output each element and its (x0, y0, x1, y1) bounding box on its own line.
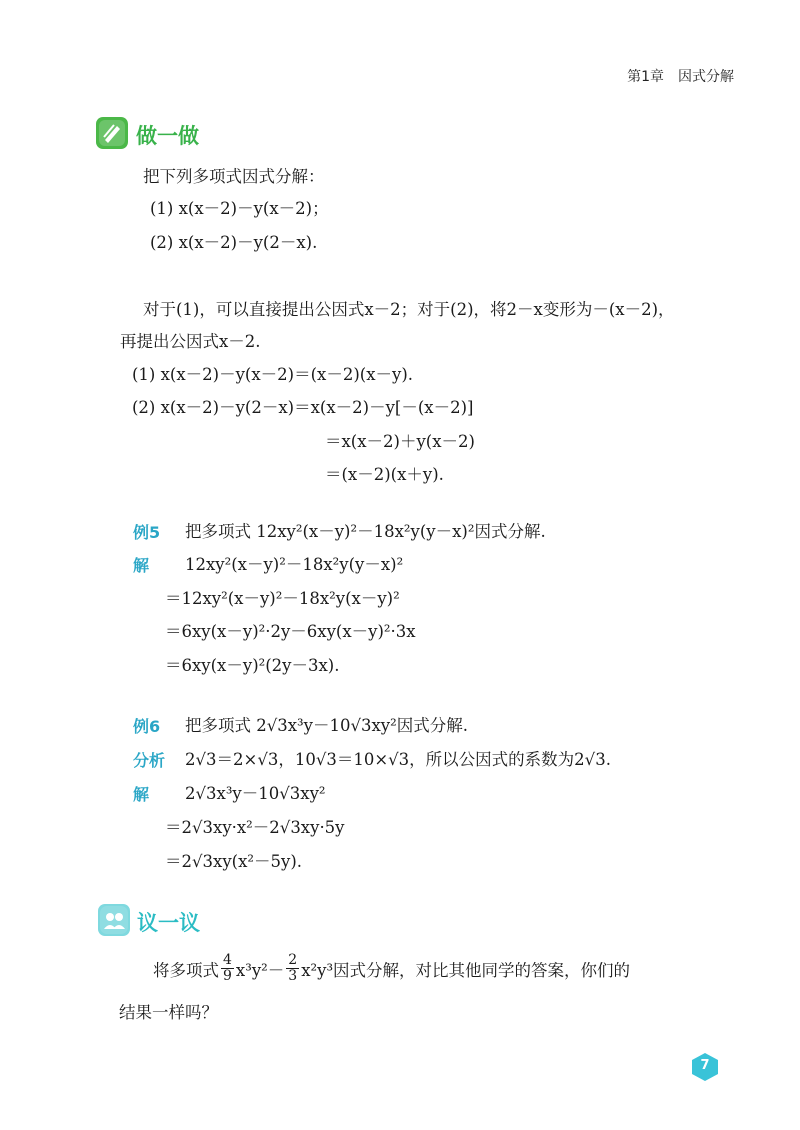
exercise-item-2: (2) x(x－2)－y(2－x). (150, 233, 318, 252)
example-5-step-2: ＝12xy²(x－y)²－18x²y(x－y)² (165, 589, 400, 608)
example-6-step-3: ＝2√3xy(x²－5y). (165, 852, 302, 871)
page-number: 7 (700, 1058, 710, 1073)
example-6-step-1: 2√3x³y－10√3xy² (185, 784, 326, 803)
chapter-label: 第1章 (627, 69, 664, 85)
discussion-line-2: 结果一样吗？ (119, 1003, 218, 1022)
explanation-para-1: 对于(1)，可以直接提出公因式x－2；对于(2)，将2－x变形为－(x－2)， (143, 300, 675, 319)
example-6-solution-label: 解 (133, 785, 150, 804)
example-5-text: 把多项式 12xy²(x－y)²－18x²y(y－x)²因式分解. (185, 522, 546, 541)
example-5-label: 例5 (133, 523, 161, 542)
exercise-item-1: (1) x(x－2)－y(x－2)； (150, 199, 329, 218)
example-5-step-3: ＝6xy(x－y)²·2y－6xy(x－y)²·3x (165, 622, 416, 641)
exercise-prompt: 把下列多项式因式分解： (143, 167, 325, 186)
fraction-2-numerator: 2 (288, 952, 298, 968)
discussion-text-mid: x³y²－ (235, 960, 285, 980)
example-6-step-2: ＝2√3xy·x²－2√3xy·5y (165, 818, 345, 837)
example-5-step-4: ＝6xy(x－y)²(2y－3x). (165, 656, 340, 675)
fraction-2-3 (286, 953, 299, 984)
discussion-line-1 (153, 953, 630, 984)
explanation-para-2: 再提出公因式x－2. (120, 332, 261, 351)
solution-line-2: (2) x(x－2)－y(2－x)＝x(x－2)－y[－(x－2)] (132, 398, 474, 417)
section-title-yi: 议一议 (137, 911, 200, 935)
discussion-icon (98, 904, 130, 936)
solution-line-1: (1) x(x－2)－y(x－2)＝(x－2)(x－y). (132, 365, 414, 384)
page-number-badge (690, 1052, 720, 1082)
example-6-analysis-label: 分析 (133, 751, 166, 770)
running-header (627, 66, 734, 86)
example-6-text: 把多项式 2√3x³y－10√3xy²因式分解. (185, 716, 468, 735)
example-5-step-1: 12xy²(x－y)²－18x²y(y－x)² (185, 555, 404, 574)
solution-line-2b: ＝x(x－2)＋y(x－2) (325, 432, 475, 451)
example-6-analysis: 2√3＝2×√3，10√3＝10×√3，所以公因式的系数为2√3. (185, 750, 611, 769)
example-5-solution-label: 解 (133, 556, 150, 575)
fraction-2-denominator: 3 (288, 968, 298, 984)
fraction-1-denominator: 9 (223, 968, 232, 984)
fraction-4-9 (221, 953, 234, 984)
fraction-1-numerator: 4 (223, 952, 232, 968)
discussion-text-before: 将多项式 (153, 960, 219, 980)
chapter-title: 因式分解 (678, 69, 734, 85)
example-6-label: 例6 (133, 717, 161, 736)
discussion-text-after: x²y³因式分解，对比其他同学的答案，你们的 (301, 960, 631, 980)
section-title-zuo: 做一做 (136, 124, 199, 148)
pencil-icon (96, 117, 128, 149)
solution-line-2c: ＝(x－2)(x＋y). (325, 465, 444, 484)
